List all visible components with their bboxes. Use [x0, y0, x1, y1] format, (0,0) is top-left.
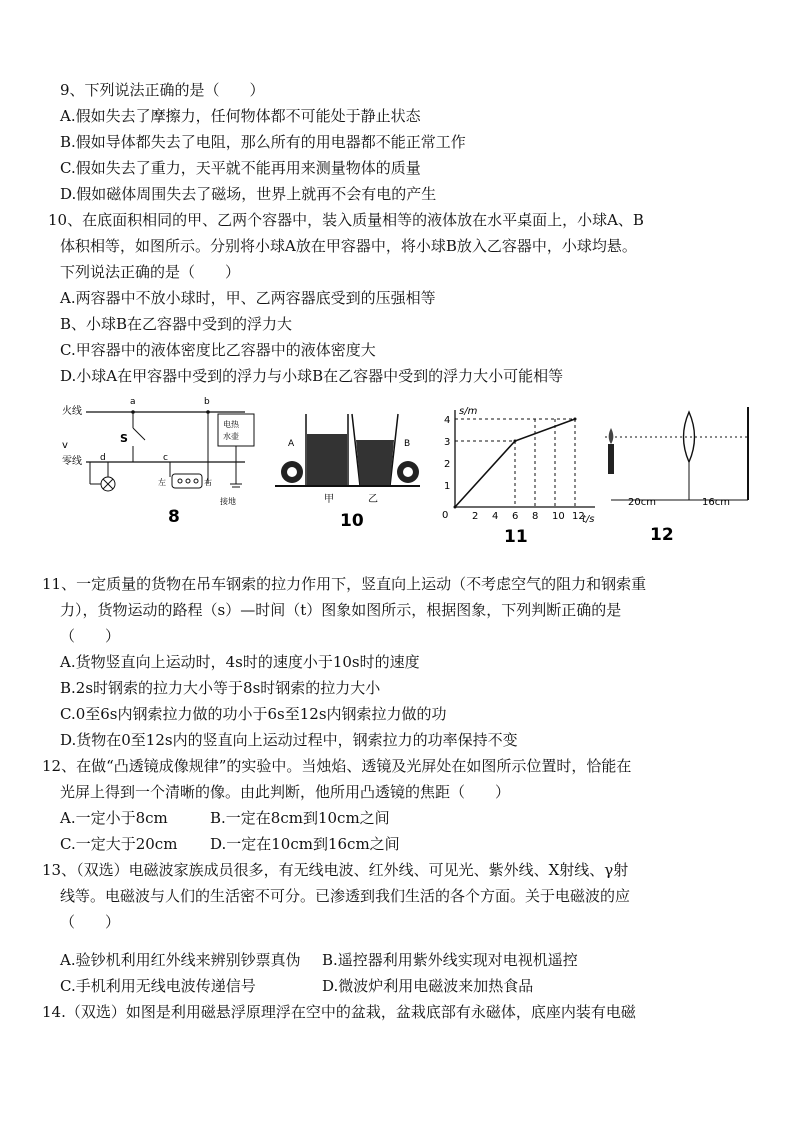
ground-label: 接地: [220, 497, 236, 506]
q11-line1: 11、一定质量的货物在吊车钢索的拉力作用下，竖直向上运动（不考虑空气的阻力和钢索重: [42, 575, 647, 593]
q13-line2: 线等。电磁波与人们的生活密不可分。已渗透到我们生活的各个方面。关于电磁波的应: [60, 887, 631, 905]
figure-12-label: 12: [650, 525, 674, 545]
flame-icon: [609, 428, 614, 444]
q11-option-a: A.货物竖直向上运动时，4s时的速度小于10s时的速度: [60, 653, 420, 671]
figure-10-containers: [275, 414, 420, 531]
q9-option-b: B.假如导体都失去了电阻，那么所有的用电器都不能正常工作: [60, 133, 466, 151]
switch-label: S: [120, 432, 128, 445]
data-point: [454, 506, 457, 509]
q13-option-a: A.验钞机利用红外线来辨别钞票真伪: [60, 951, 301, 969]
q12-option-c: C.一定大于20cm: [60, 835, 178, 853]
distance-16cm-label: 16cm: [702, 497, 730, 508]
q10-option-d: D.小球A在甲容器中受到的浮力与小球B在乙容器中受到的浮力大小可能相等: [60, 367, 564, 385]
q11-option-d: D.货物在0至12s内的竖直向上运动过程中，钢索拉力的功率保持不变: [60, 731, 518, 749]
socket-left-label: 左: [158, 478, 166, 487]
origin-label: 0: [442, 510, 449, 521]
x-axis-label: t/s: [582, 514, 595, 525]
q13-option-d: D.微波炉利用电磁波来加热食品: [322, 977, 534, 995]
q13-option-b: B.遥控器利用紫外线实现对电视机遥控: [322, 951, 578, 969]
v-label: v: [62, 440, 68, 451]
ball-a-label: A: [288, 439, 295, 449]
figure-11-chart: [442, 406, 595, 547]
ball-b-label: B: [404, 439, 411, 449]
q10-line1: 10、在底面积相同的甲、乙两个容器中，装入质量相等的液体放在水平桌面上，小球A、B: [48, 211, 644, 229]
y-tick-label: 3: [444, 437, 451, 448]
q11-option-c: C.0至6s内钢索拉力做的功小于6s至12s内钢索拉力做的功: [60, 705, 447, 723]
q9-option-c: C.假如失去了重力，天平就不能再用来测量物体的质量: [60, 159, 421, 177]
point-c-label: c: [163, 453, 168, 463]
q9-option-d: D.假如磁体周围失去了磁场，世界上就再不会有电的产生: [60, 185, 437, 203]
figure-8-circuit: [62, 397, 254, 527]
y-tick-label: 2: [444, 459, 451, 470]
q10-line2: 体积相等，如图所示。分别将小球A放在甲容器中，将小球B放入乙容器中，小球均悬。: [60, 237, 637, 255]
y-axis-label: s/m: [459, 406, 478, 417]
data-point: [514, 440, 517, 443]
point-d-label: d: [100, 453, 106, 463]
q10-option-c: C.甲容器中的液体密度比乙容器中的液体密度大: [60, 341, 376, 359]
yi-label: 乙: [368, 494, 378, 505]
series-line: [455, 419, 575, 507]
figure-10-label: 10: [340, 511, 364, 531]
figures-row: [60, 392, 750, 557]
x-tick-label: 4: [492, 511, 499, 522]
q13-option-c: C.手机利用无线电波传递信号: [60, 977, 256, 995]
q13-line1: 13、（双选）电磁波家族成员很多，有无线电波、红外线、可见光、紫外线、X射线、γ射: [42, 861, 629, 879]
figures-svg: [60, 392, 750, 557]
data-point: [574, 418, 577, 421]
heater-label-2: 水壶: [223, 432, 239, 441]
x-tick-label: 6: [512, 511, 519, 522]
jia-label: 甲: [324, 494, 334, 505]
figure-12-lens: [605, 407, 748, 545]
q12-option-a: A.一定小于8cm: [60, 809, 168, 827]
q11-line3: （ ）: [60, 627, 121, 645]
q14-line1: 14.（双选）如图是利用磁悬浮原理浮在空中的盆栽，盆栽底部有永磁体，底座内装有电磁: [42, 1003, 636, 1021]
q12-line2: 光屏上得到一个清晰的像。由此判断，他所用凸透镜的焦距（ ）: [60, 783, 511, 801]
figure-11-label: 11: [504, 527, 528, 547]
y-tick-label: 1: [444, 481, 451, 492]
neutral-wire-label: 零线: [62, 456, 82, 467]
socket-right-label: 右: [204, 478, 212, 487]
candle-icon: [608, 444, 614, 474]
q10-option-a: A.两容器中不放小球时，甲、乙两容器底受到的压强相等: [60, 289, 436, 307]
q10-option-b: B、小球B在乙容器中受到的浮力大: [60, 315, 293, 333]
q12-option-b: B.一定在8cm到10cm之间: [210, 809, 390, 827]
q11-option-b: B.2s时钢索的拉力大小等于8s时钢索的拉力大小: [60, 679, 381, 697]
q13-line3: （ ）: [60, 913, 121, 931]
y-tick-label: 4: [444, 415, 451, 426]
figure-8-label: 8: [168, 507, 180, 527]
q9-option-a: A.假如失去了摩擦力，任何物体都不可能处于静止状态: [60, 107, 421, 125]
q11-line2: 力），货物运动的路程（s）—时间（t）图象如图所示，根据图象，下列判断正确的是: [60, 601, 622, 619]
point-a-label: a: [130, 397, 136, 407]
distance-20cm-label: 20cm: [628, 497, 656, 508]
x-tick-label: 12: [572, 511, 585, 522]
x-tick-label: 2: [472, 511, 479, 522]
live-wire-label: 火线: [62, 406, 82, 417]
q12-option-d: D.一定在10cm到16cm之间: [210, 835, 400, 853]
point-b-label: b: [204, 397, 210, 407]
x-tick-label: 10: [552, 511, 565, 522]
heater-label-1: 电热: [223, 420, 239, 429]
x-tick-label: 8: [532, 511, 539, 522]
q10-line3: 下列说法正确的是（ ）: [60, 263, 241, 281]
q12-line1: 12、在做“凸透镜成像规律”的实验中。当烛焰、透镜及光屏处在如图所示位置时，恰能在: [42, 757, 632, 775]
q9-stem: 9、下列说法正确的是（ ）: [60, 81, 265, 99]
